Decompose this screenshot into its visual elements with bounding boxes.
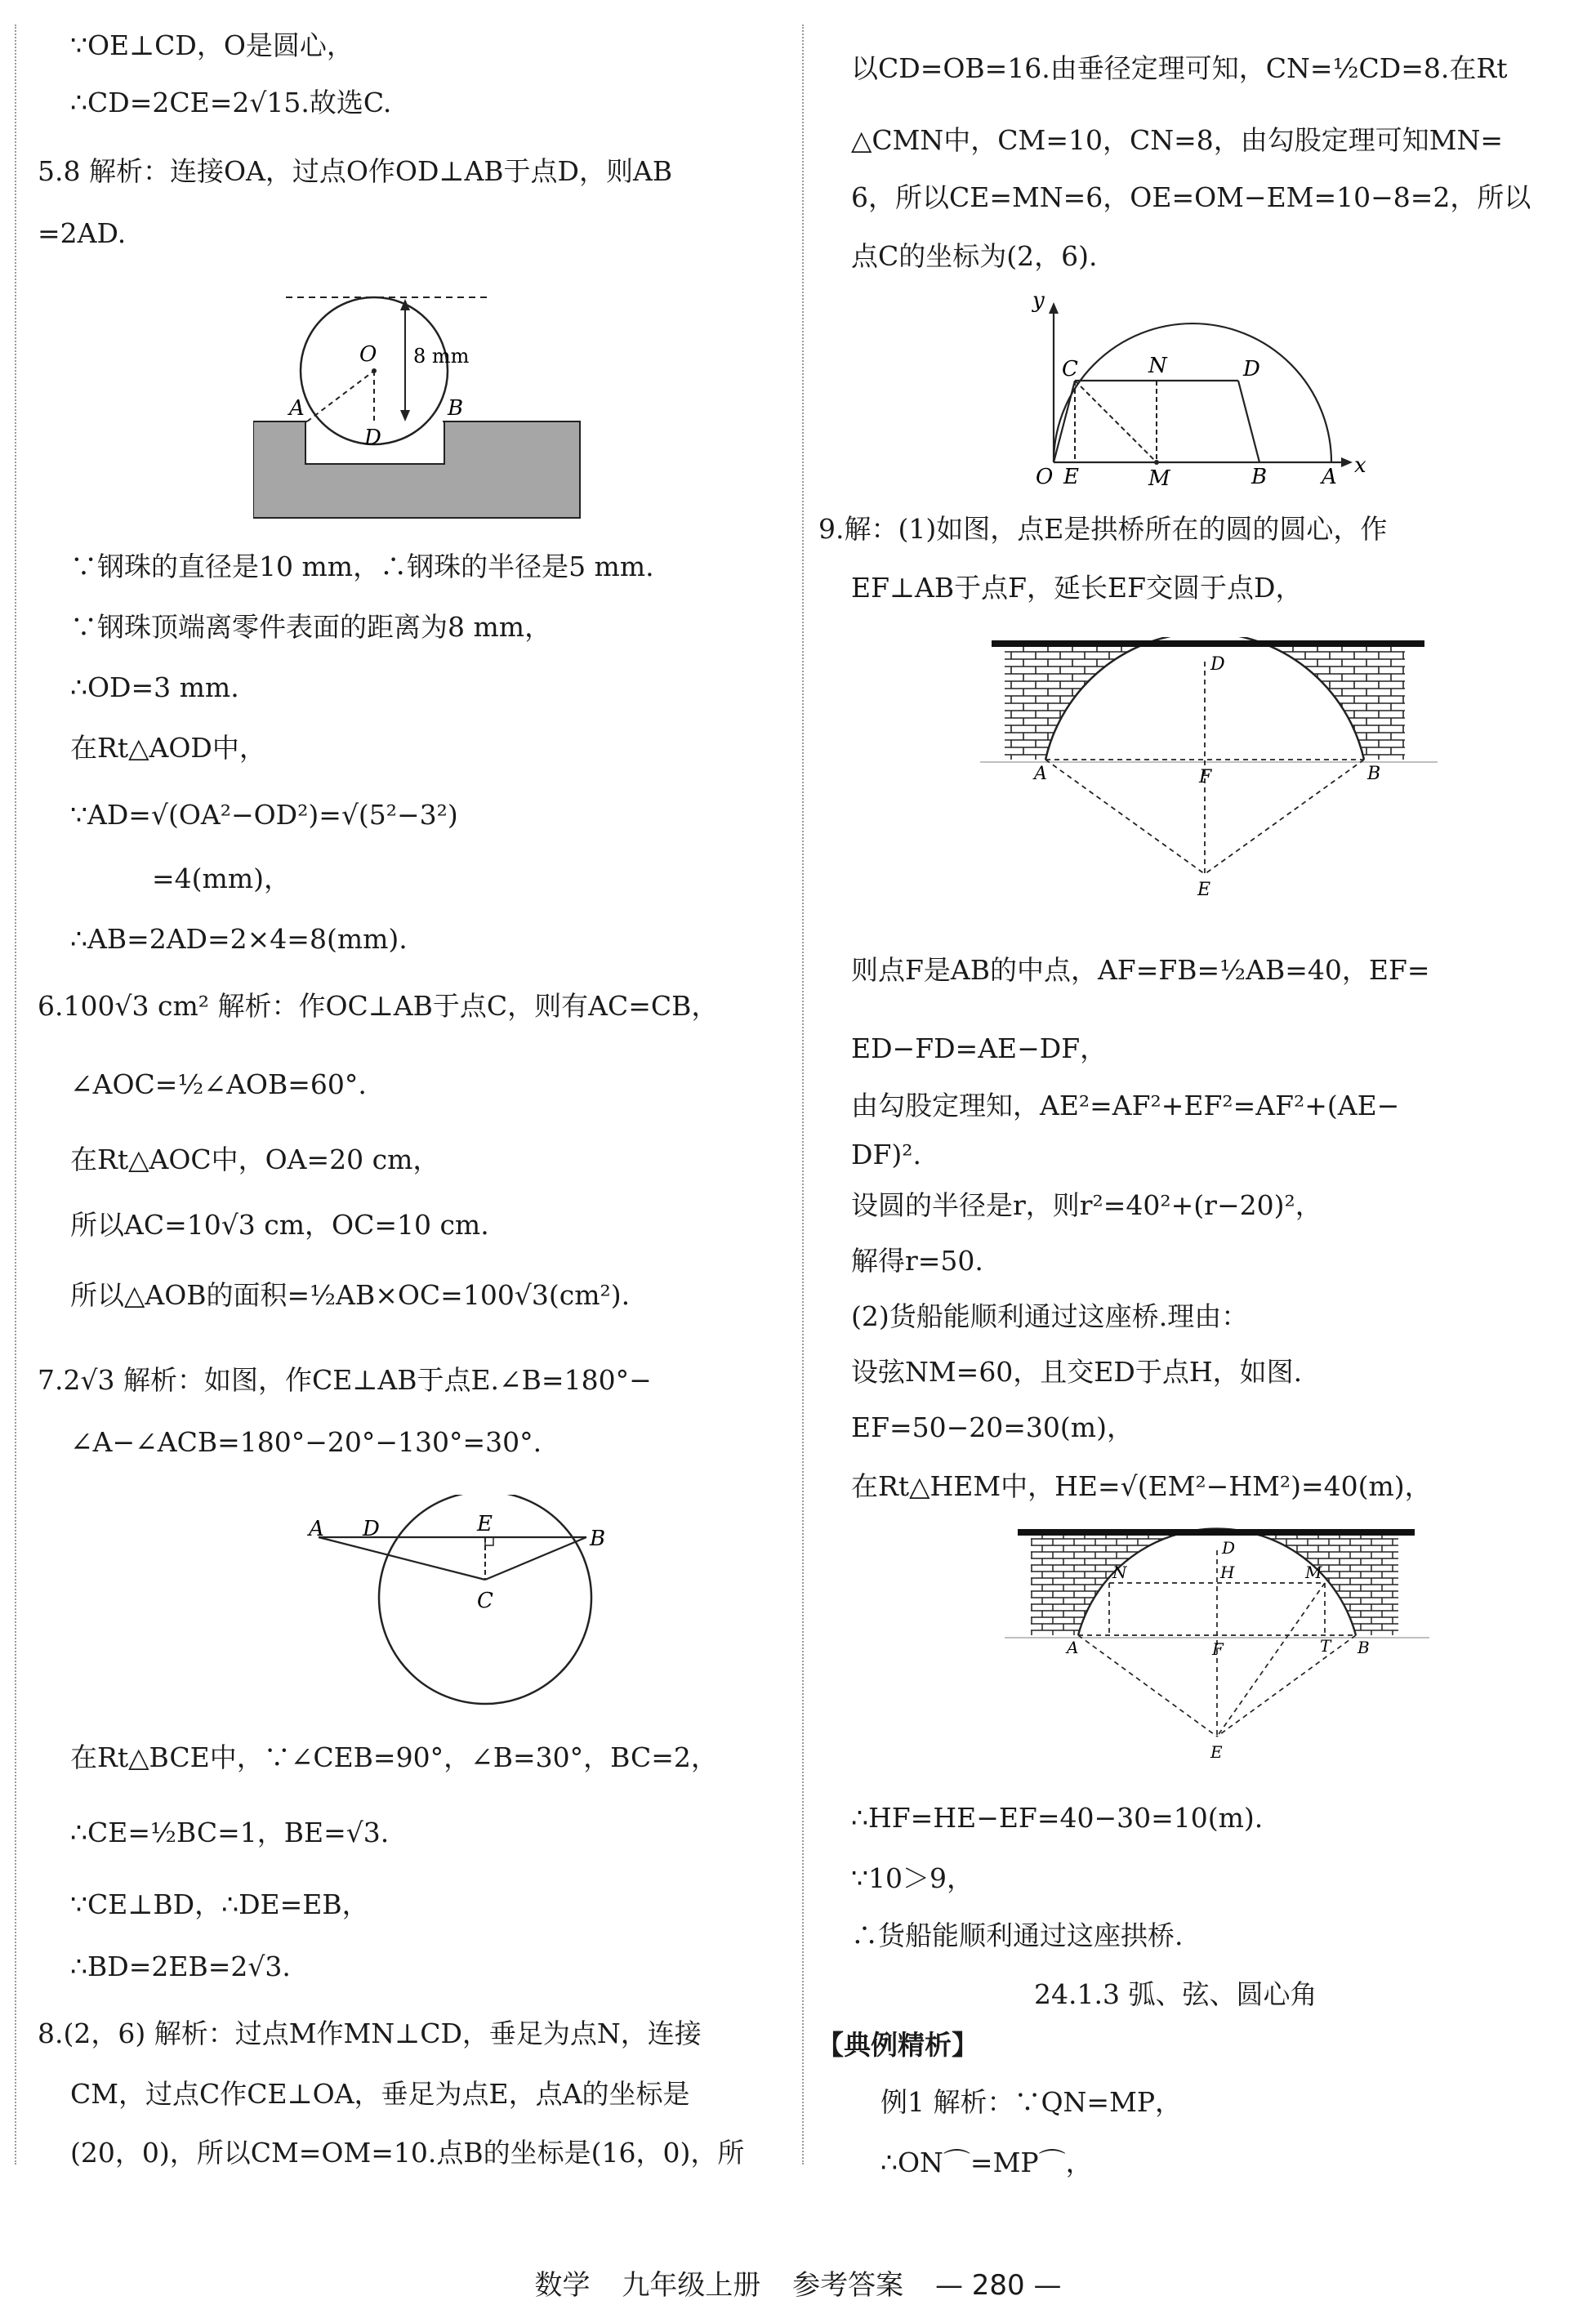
- label-A: A: [1322, 465, 1337, 487]
- text-line: =4(mm)，: [152, 863, 291, 894]
- text-line: 则点F是AB的中点，AF=FB=½AB=40，EF=: [851, 954, 1430, 986]
- text-line: ∴CE=½BC=1，BE=√3.: [70, 1817, 390, 1848]
- text-line: 7.2√3 解析：如图，作CE⊥AB于点E.∠B=180°−: [38, 1364, 652, 1396]
- label-O: O: [1036, 465, 1054, 487]
- label-B: B: [1251, 465, 1268, 487]
- bridge-figure-2: [1005, 1526, 1429, 1771]
- circle-figure: [270, 1495, 621, 1715]
- text-line: ∠AOC=½∠AOB=60°.: [70, 1068, 367, 1100]
- label-A: A: [289, 396, 305, 421]
- label-M: M: [1148, 466, 1170, 487]
- label-N: N: [1148, 354, 1167, 378]
- label-M: M: [1305, 1563, 1322, 1582]
- label-B: B: [448, 396, 464, 421]
- label-E: E: [1063, 465, 1079, 487]
- text-line: 9.解：(1)如图，点E是拱桥所在的圆的圆心，作: [818, 513, 1388, 545]
- text-line: 所以AC=10√3 cm，OC=10 cm.: [70, 1209, 489, 1241]
- text-line: 6.100√3 cm² 解析：作OC⊥AB于点C，则有AC=CB，: [38, 990, 719, 1022]
- text-line: 在Rt△AOD中，: [70, 732, 266, 764]
- text-line: ∵10＞9，: [851, 1862, 974, 1894]
- label-x: x: [1354, 453, 1366, 478]
- text-line: ∴BD=2EB=2√3.: [70, 1951, 291, 1982]
- text-line: 设弦NM=60，且交ED于点H，如图.: [851, 1356, 1303, 1388]
- text-line: 以CD=OB=16.由垂径定理可知，CN=½CD=8.在Rt: [851, 52, 1508, 84]
- text-line: EF⊥AB于点F，延长EF交圆于点D，: [851, 572, 1303, 604]
- label-T: T: [1320, 1636, 1331, 1656]
- bridge-deck: [992, 640, 1424, 647]
- text-line: 在Rt△BCE中，∵∠CEB=90°，∠B=30°，BC=2，: [70, 1741, 718, 1773]
- text-line: EF=50−20=30(m)，: [851, 1411, 1134, 1443]
- ball-figure: [253, 270, 629, 531]
- text-line: (20，0)，所以CM=OM=10.点B的坐标是(16，0)，所: [70, 2137, 745, 2169]
- text-line: ∵钢珠的直径是10 mm，∴钢珠的半径是5 mm.: [70, 551, 654, 582]
- label-8mm: 8 mm: [413, 345, 470, 368]
- footer-subject: 数学: [534, 2269, 591, 2302]
- label-E: E: [1197, 880, 1211, 900]
- column-divider: [802, 25, 804, 2165]
- label-C: C: [477, 1589, 493, 1613]
- text-line: 在Rt△AOC中，OA=20 cm，: [70, 1144, 440, 1175]
- text-line: 6，所以CE=MN=6，OE=OM−EM=10−8=2，所以: [851, 181, 1531, 213]
- text-line: ∴货船能顺利通过这座拱桥.: [851, 1919, 1184, 1951]
- label-O: O: [359, 342, 377, 367]
- label-D: D: [363, 1517, 380, 1541]
- label-A: A: [1067, 1638, 1079, 1657]
- page-footer: [0, 2263, 1596, 2303]
- text-line: ∵CE⊥BD，∴DE=EB，: [70, 1888, 369, 1920]
- text-line: ∵钢珠顶端离零件表面的距离为8 mm，: [70, 611, 552, 643]
- text-line: 所以△AOB的面积=½AB×OC=100√3(cm²).: [70, 1279, 631, 1311]
- text-line: =2AD.: [38, 217, 127, 249]
- text-line: 5.8 解析：连接OA，过点O作OD⊥AB于点D，则AB: [38, 155, 673, 187]
- label-A: A: [1034, 764, 1047, 784]
- label-C: C: [1062, 357, 1078, 381]
- text-line: ∴AB=2AD=2×4=8(mm).: [70, 923, 408, 955]
- label-H: H: [1220, 1563, 1235, 1582]
- footer-grade: 九年级上册: [622, 2269, 761, 2302]
- section-heading: 24.1.3 弧、弦、圆心角: [1034, 1978, 1317, 2010]
- text-line: ∴ON⌒=MP⌒，: [880, 2147, 1093, 2178]
- text-line: 8.(2，6) 解析：过点M作MN⊥CD，垂足为点N，连接: [38, 2017, 702, 2049]
- text-line: 由勾股定理知，AE²=AF²+EF²=AF²+(AE−: [851, 1090, 1400, 1121]
- label-y: y: [1032, 291, 1045, 313]
- label-B: B: [1367, 764, 1381, 784]
- label-F: F: [1212, 1639, 1224, 1659]
- label-A: A: [309, 1517, 324, 1541]
- text-line: △CMN中，CM=10，CN=8，由勾股定理可知MN=: [851, 124, 1504, 156]
- left-border: [15, 25, 16, 2165]
- subsection-heading: 【典例精析】: [817, 2029, 979, 2061]
- text-line: 在Rt△HEM中，HE=√(EM²−HM²)=40(m)，: [851, 1470, 1432, 1502]
- text-line: (2)货船能顺利通过这座桥.理由：: [851, 1300, 1249, 1332]
- label-N: N: [1112, 1563, 1127, 1582]
- label-E: E: [477, 1512, 493, 1536]
- text-line: 解得r=50.: [851, 1245, 983, 1277]
- label-D: D: [1210, 654, 1225, 675]
- text-line: 设圆的半径是r，则r²=40²+(r−20)²，: [851, 1189, 1322, 1221]
- text-line: ∴HF=HE−EF=40−30=10(m).: [851, 1802, 1264, 1834]
- label-E: E: [1210, 1742, 1223, 1762]
- text-line: ∠A−∠ACB=180°−20°−130°=30°.: [70, 1426, 542, 1458]
- label-F: F: [1199, 767, 1212, 787]
- label-D: D: [1222, 1538, 1236, 1558]
- text-line: ∵AD=√(OA²−OD²)=√(5²−3²): [70, 799, 458, 831]
- axes-figure: [1029, 291, 1372, 487]
- text-line: ∴CD=2CE=2√15.故选C.: [70, 87, 392, 118]
- text-line: 例1 解析：∵QN=MP，: [880, 2086, 1183, 2118]
- label-B: B: [1357, 1638, 1370, 1657]
- bridge-figure-1: [980, 637, 1438, 915]
- bridge-deck: [1018, 1529, 1415, 1536]
- text-line: 点C的坐标为(2，6).: [851, 240, 1098, 272]
- text-line: CM，过点C作CE⊥OA，垂足为点E，点A的坐标是: [70, 2078, 690, 2110]
- page-number: — 280 —: [934, 2269, 1062, 2302]
- label-D: D: [1243, 357, 1260, 381]
- footer-section: 参考答案: [792, 2269, 904, 2302]
- text-line: DF)².: [851, 1139, 921, 1170]
- text-line: ∵OE⊥CD，O是圆心，: [70, 29, 354, 61]
- label-D: D: [364, 426, 381, 450]
- label-B: B: [590, 1527, 606, 1551]
- text-line: ∴OD=3 mm.: [70, 671, 239, 703]
- text-line: ED−FD=AE−DF，: [851, 1032, 1108, 1064]
